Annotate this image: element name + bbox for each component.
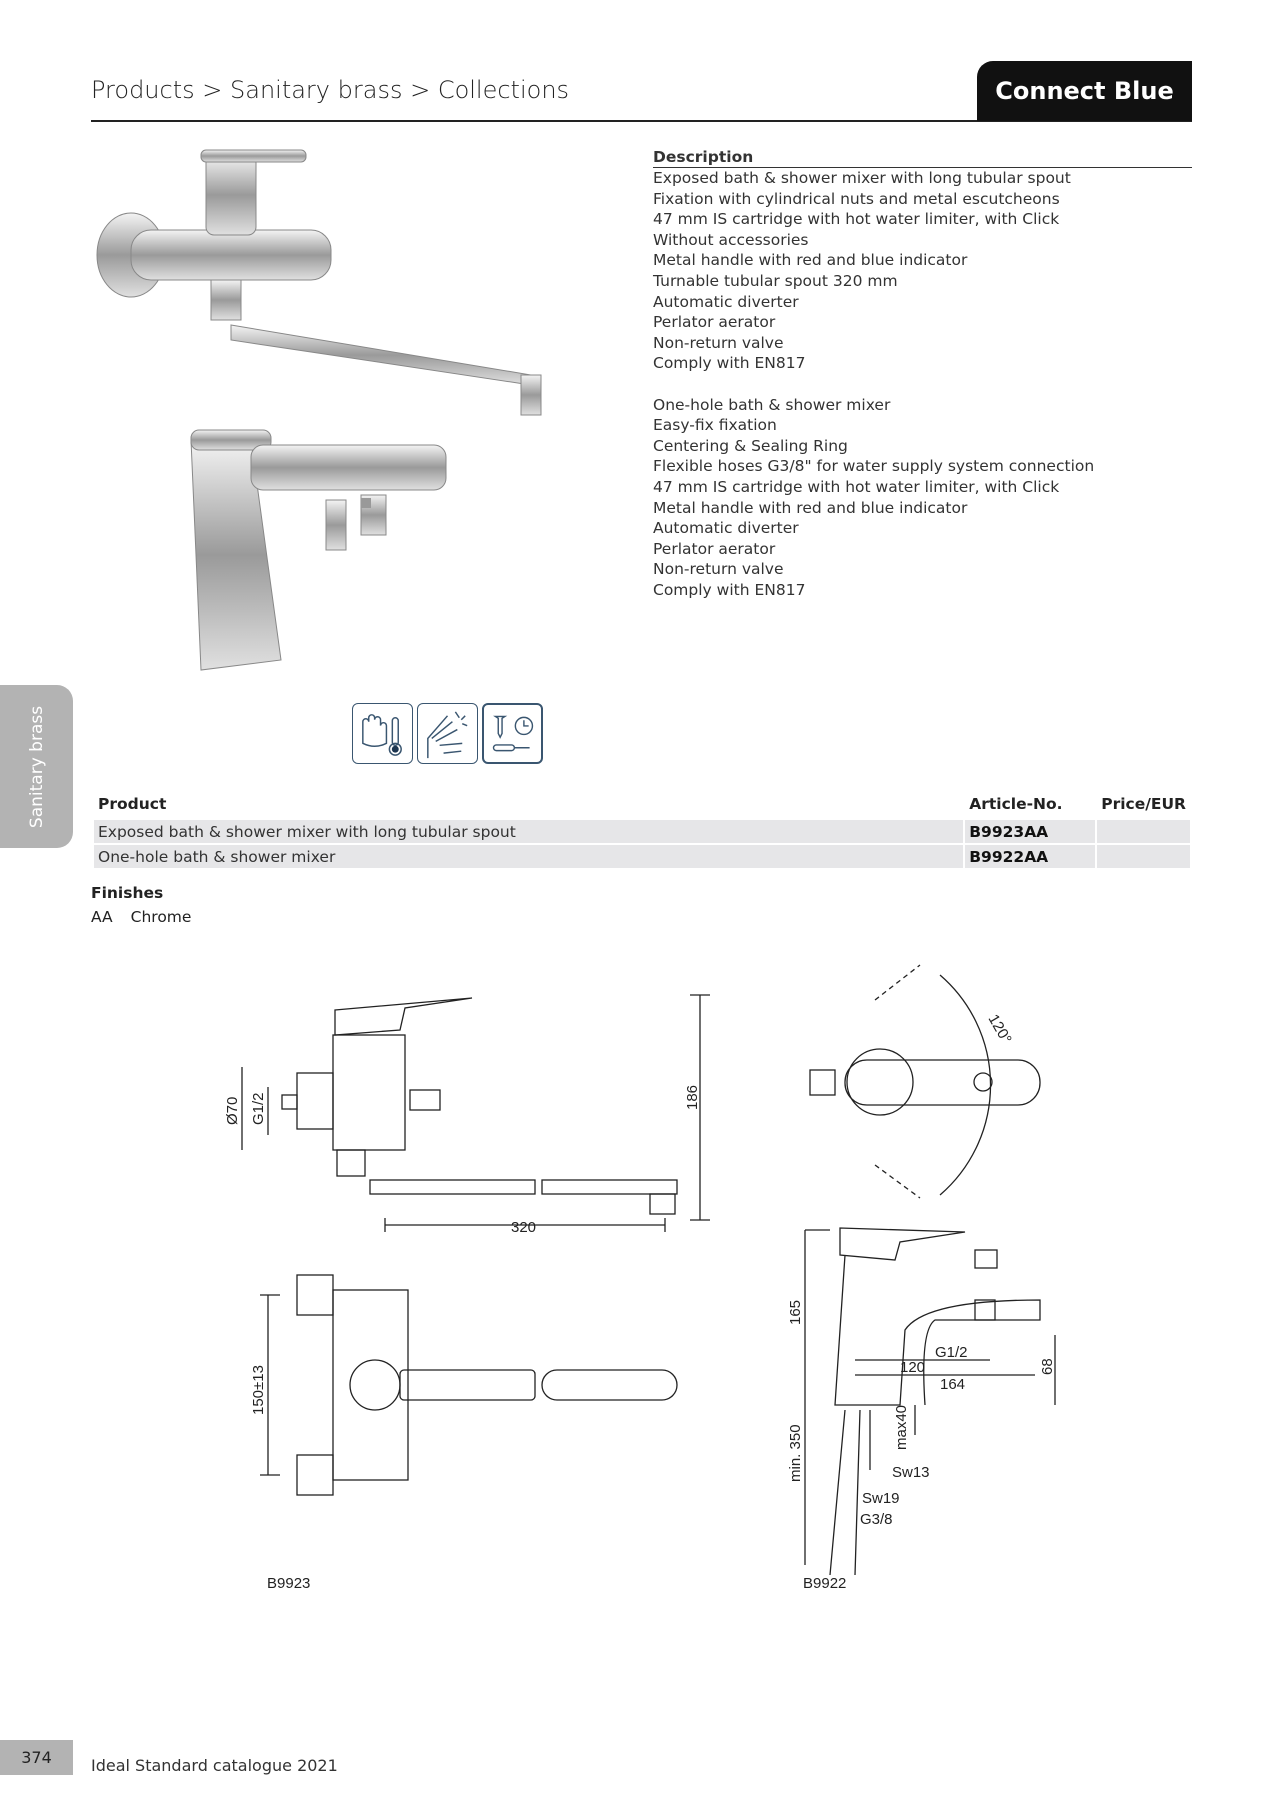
description-line: Comply with EN817 (653, 354, 806, 373)
dim-sw19: Sw19 (862, 1490, 900, 1507)
dim-120: 120 (900, 1359, 926, 1376)
description-line: Turnable tubular spout 320 mm (653, 271, 898, 290)
dim-120deg: 120° (984, 1011, 1015, 1047)
hand-thermometer-icon (352, 703, 413, 764)
easy-fix-installation-icon (482, 703, 543, 764)
dim-164: 164 (940, 1376, 966, 1393)
description (653, 148, 1192, 600)
article-number: B9923AA (965, 820, 1095, 843)
breadcrumb: Products > Sanitary brass > Collections (91, 76, 570, 104)
table-row (94, 845, 1190, 868)
description-line: Metal handle with red and blue indicator (653, 251, 968, 270)
dim-sw13: Sw13 (892, 1464, 930, 1481)
description-line: Exposed bath & shower mixer with long tubular spout (653, 169, 1071, 187)
description-line: One-hole bath & shower mixer (653, 395, 891, 414)
dim-g12-b: G1/2 (935, 1344, 968, 1361)
finishes-heading: Finishes (91, 884, 164, 902)
section-side-tab (0, 685, 73, 848)
section-side-label: Sanitary brass (26, 705, 47, 828)
dim-min350: min. 350 (787, 1424, 804, 1482)
b9922-top-view (810, 965, 1040, 1198)
dim-g38: G3/8 (860, 1511, 893, 1528)
description-line: Automatic diverter (653, 519, 799, 538)
description-line: 47 mm IS cartridge with hot water limiter, with Click (653, 210, 1060, 229)
dim-max40: max40 (893, 1404, 910, 1450)
finishes (91, 884, 209, 926)
finish-code: AA (91, 908, 113, 926)
finish-name: Chrome (130, 908, 192, 926)
table-row (94, 820, 1190, 843)
b9922-side-view (805, 1228, 1055, 1575)
description-line: Comply with EN817 (653, 580, 806, 599)
description-line: Flexible hoses G3/8" for water supply system connection (653, 457, 1095, 476)
description-line: Non-return valve (653, 333, 784, 352)
drawing-label-b9922: B9922 (803, 1575, 847, 1592)
product-name: One-hole bath & shower mixer (94, 845, 963, 868)
description-line: 47 mm IS cartridge with hot water limiter, with Click (653, 477, 1060, 496)
collection-tab: Connect Blue (977, 61, 1192, 121)
description-line: Automatic diverter (653, 292, 799, 311)
dim-150: 150±13 (250, 1365, 267, 1415)
article-number: B9922AA (965, 845, 1095, 868)
col-product: Product (98, 795, 167, 813)
page-number: 374 (0, 1740, 73, 1775)
product-photos (91, 140, 561, 680)
dim-186: 186 (684, 1084, 701, 1110)
price (1097, 820, 1190, 843)
dim-68: 68 (1039, 1358, 1056, 1375)
exposed-mixer-photo (97, 150, 541, 415)
description-line: Non-return valve (653, 560, 784, 579)
description-line: Fixation with cylindrical nuts and metal escutcheons (653, 189, 1060, 208)
dim-320: 320 (511, 1219, 537, 1236)
description-line: Easy-fix fixation (653, 416, 777, 435)
table-header-row (94, 794, 1190, 818)
product-name: Exposed bath & shower mixer with long tubular spout (94, 820, 963, 843)
description-line: Centering & Sealing Ring (653, 436, 848, 455)
one-hole-mixer-photo (191, 430, 446, 670)
dim-165: 165 (787, 1299, 804, 1325)
b9923-top-view (260, 1275, 677, 1495)
b9923-side-view (242, 995, 710, 1232)
description-heading: Description (653, 148, 1192, 168)
description-line: Metal handle with red and blue indicator (653, 498, 968, 517)
description-line: Perlator aerator (653, 313, 776, 332)
product-table (92, 792, 1192, 870)
technical-drawings (0, 950, 1273, 1610)
dim-dia70: Ø70 (224, 1096, 241, 1125)
easy-handle-icon (417, 703, 478, 764)
description-line: Without accessories (653, 230, 809, 249)
feature-icons (352, 703, 543, 764)
dim-g12: G1/2 (250, 1092, 267, 1125)
description-line: Perlator aerator (653, 539, 776, 558)
drawing-label-b9923: B9923 (267, 1575, 311, 1592)
col-article: Article-No. (969, 795, 1063, 813)
price (1097, 845, 1190, 868)
col-price: Price/EUR (1101, 795, 1186, 813)
footer-catalogue: Ideal Standard catalogue 2021 (91, 1756, 338, 1775)
